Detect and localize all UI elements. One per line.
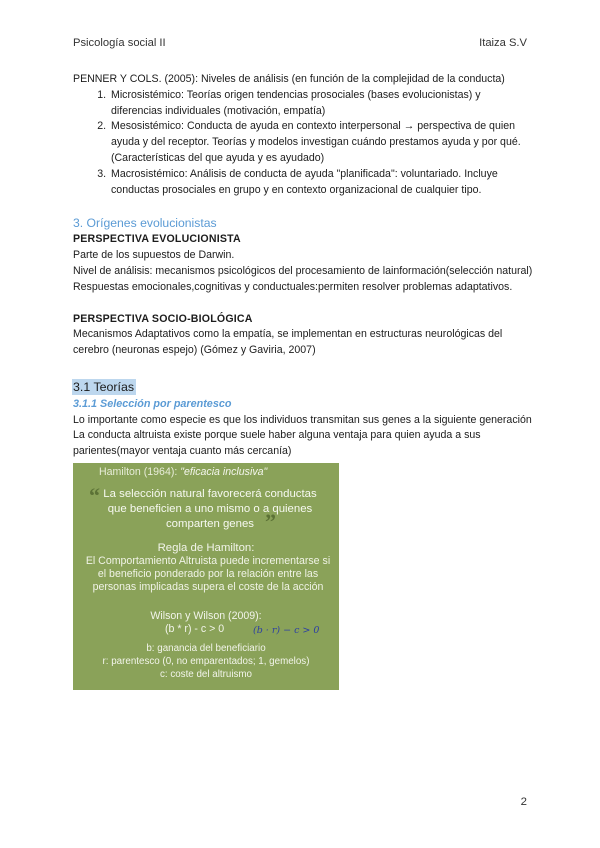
- section-3-1-1-heading: 3.1.1 Selección por parentesco: [73, 397, 232, 410]
- spacer: [73, 296, 533, 312]
- slide-title-emphasis: "eficacia inclusiva": [180, 465, 268, 478]
- hamilton-formula: (b * r) - c > 0: [165, 622, 225, 635]
- sociobiological-text: Mecanismos Adaptativos como la empatía, se implementan en estructuras neurológicas del cerebro (neuronas espejo) (Gómez y Gaviria, 2007): [73, 328, 503, 357]
- list-item: 2. Mesosistémico: Conducta de ayuda en contexto interpersonal → perspectiva de quien ayuda y del receptor. Teorías y modelos investigan cuándo prestamos ayuda y por qué. (Características del que ayuda y es ayudado): [109, 119, 533, 166]
- hamilton-rule-text: El Comportamiento Altruista puede incrementarse si el beneficio ponderado por la relación entre las personas implicadas supera el coste de la acción: [85, 554, 331, 593]
- wilson-reference: Wilson y Wilson (2009):: [150, 609, 262, 622]
- page-number: 2: [520, 796, 527, 808]
- slide-quote: La selección natural favorecerá conductas que beneficien a uno mismo o a quienes comparten genes: [103, 487, 317, 530]
- slide-title: [99, 465, 267, 481]
- kin-selection-paragraph-2: La conducta altruista existe porque suele haber alguna ventaja para quien ayuda a sus parientes(mayor ventaja cuanto más cercanía): [73, 429, 481, 458]
- quote-close-icon: ”: [265, 508, 276, 534]
- section-3-1-heading: 3.1 Teorías: [73, 379, 135, 394]
- evolutionist-line-2: Nivel de análisis: mecanismos psicológicos del procesamiento de lainformación(selección natural): [73, 264, 533, 277]
- definition-r: r: parentesco (0, no emparentados; 1, gemelos): [102, 655, 310, 667]
- list-item: 3. Macrosistémico: Análisis de conducta de ayuda "planificada": voluntariado. Incluye conductas prosociales en grupo y en contexto organizacional de cualquier tipo.: [109, 167, 533, 199]
- definition-c: c: coste del altruismo: [159, 668, 253, 680]
- intro-title: PENNER Y COLS. (2005): Niveles de análisis (en función de la complejidad de la conducta): [73, 73, 505, 85]
- list-item: 1. Microsistémico: Teorías origen tendencias prosociales (bases evolucionistas) y diferencias individuales (motivación, empatía): [109, 88, 533, 120]
- sociobiological-heading: PERSPECTIVA SOCIO-BIOLÓGICA: [73, 312, 253, 325]
- evolutionist-line-1: Parte de los supuestos de Darwin.: [73, 249, 235, 262]
- hamilton-slide-image: [73, 463, 339, 690]
- slide-title-prefix: Hamilton (1964):: [99, 465, 181, 478]
- definition-b: b: ganancia del beneficiario: [146, 642, 266, 654]
- handwritten-formula: (b · r) − c > 0: [253, 624, 320, 636]
- header-left: Psicología social II: [73, 37, 166, 49]
- header-right: Itaiza S.V: [479, 37, 527, 49]
- page-content: [73, 72, 533, 690]
- evolutionist-line-3: Respuestas emocionales,cognitivas y conductuales:permiten resolver problemas adaptativos.: [73, 280, 513, 293]
- quote-open-icon: “: [89, 482, 100, 508]
- section-3-heading: 3. Orígenes evolucionistas: [73, 216, 217, 231]
- kin-selection-paragraph-1: Lo importante como especie es que los individuos transmitan sus genes a la siguiente generación: [73, 413, 532, 426]
- evolutionist-heading: PERSPECTIVA EVOLUCIONISTA: [73, 233, 241, 246]
- levels-list: [73, 88, 533, 199]
- hamilton-rule-title: Regla de Hamilton:: [157, 541, 255, 554]
